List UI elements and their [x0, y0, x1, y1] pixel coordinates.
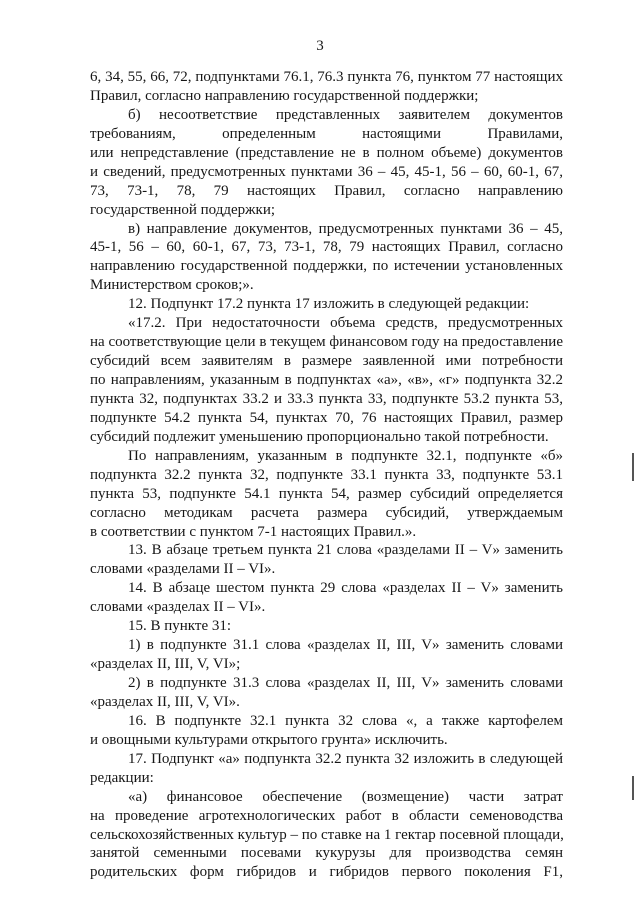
text-line: «а) финансовое обеспечение (возмещение) части затрат: [128, 788, 563, 805]
text-line: на проведение агротехнологических работ в области семеноводства: [90, 807, 563, 824]
text-line: субсидий подлежит уменьшению пропорционально такой потребности.: [90, 428, 549, 445]
document-body: [90, 68, 563, 882]
text-line: пункта 53, подпункте 54.1 пункта 54, размер субсидий определяется: [90, 485, 563, 502]
text-line: «разделах II, III, V, VI»;: [90, 656, 241, 673]
text-line: или непредставление (представление не в полном объеме) документов: [90, 144, 563, 161]
scan-margin-mark: [632, 776, 634, 800]
text-line: на соответствующие цели в текущем финансовом году на предоставление: [90, 334, 563, 351]
text-line: 17. Подпункт «а» подпункта 32.2 пункта 32 изложить в следующей: [128, 750, 563, 767]
text-line: 15. В пункте 31:: [128, 618, 232, 635]
text-line: б) несоответствие представленных заявителем документов: [128, 106, 563, 123]
text-line: 45-1, 56 – 60, 60-1, 67, 73, 73-1, 78, 79 настоящих Правил, согласно: [90, 239, 563, 256]
text-line: «17.2. При недостаточности объема средств, предусмотренных: [128, 315, 563, 332]
text-line: Министерством сроков;».: [90, 277, 254, 294]
text-line: родительских форм гибридов и гибридов первого поколения F1,: [90, 864, 563, 881]
text-line: редакции:: [90, 769, 154, 786]
text-line: направлению государственной поддержки, по истечении установленных: [90, 258, 563, 275]
text-line: Правил, согласно направлению государственной поддержки;: [90, 87, 479, 104]
text-line: 1) в подпункте 31.1 слова «разделах II, III, V» заменить словами: [128, 637, 563, 654]
text-line: сельскохозяйственных культур – по ставке на 1 гектар посевной площади,: [90, 826, 564, 843]
text-line: пункта 32, подпунктах 33.2 и 33.3 пункта 33, подпункте 53.2 пункта 53,: [90, 390, 563, 407]
text-line: 14. В абзаце шестом пункта 29 слова «разделах II – V» заменить: [128, 580, 563, 597]
text-line: субсидий всем заявителям в размере заявленной ими потребности: [90, 353, 563, 370]
text-line: в) направление документов, предусмотренных пунктами 36 – 45,: [128, 220, 563, 237]
text-line: требованиям, определенным настоящими Правилами,: [90, 125, 563, 142]
text-line: 16. В подпункте 32.1 пункта 32 слова «, а также картофелем: [128, 712, 563, 729]
text-line: По направлениям, указанным в подпункте 32.1, подпункте «б»: [128, 447, 563, 464]
text-line: словами «разделами II – VI».: [90, 561, 276, 578]
text-line: согласно методикам расчета размера субсидий, утверждаемым: [90, 504, 563, 521]
text-line: подпункта 32.2 пункта 32, подпункте 33.1 пункта 33, подпункте 53.1: [90, 466, 563, 483]
text-line: 2) в подпункте 31.3 слова «разделах II, III, V» заменить словами: [128, 675, 563, 691]
text-line: 12. Подпункт 17.2 пункта 17 изложить в следующей редакции:: [128, 296, 530, 313]
text-line: 73, 73-1, 78, 79 настоящих Правил, согласно направлению: [90, 182, 563, 199]
text-line: «разделах II, III, V, VI».: [90, 693, 240, 710]
text-line: словами «разделах II – VI».: [90, 599, 266, 616]
text-line: подпункте 54.2 пункта 54, пунктах 70, 76 настоящих Правил, размер: [90, 409, 563, 426]
text-line: 6, 34, 55, 66, 72, подпунктами 76.1, 76.3 пункта 76, пунктом 77 настоящих: [90, 69, 563, 85]
text-line: по направлениям, указанным в подпунктах «а», «в», «г» подпункта 32.2: [90, 372, 563, 388]
scan-margin-mark: [632, 453, 634, 481]
text-line: государственной поддержки;: [90, 201, 276, 218]
text-line: в соответствии с пунктом 7-1 настоящих Правил.».: [90, 523, 417, 540]
text-line: занятой семенными посевами кукурузы для производства семян: [90, 845, 563, 862]
text-line: и овощными культурами открытого грунта» исключить.: [90, 731, 448, 748]
page-number: 3: [316, 38, 324, 54]
text-line: и сведений, предусмотренных пунктами 36 – 45, 45-1, 56 – 60, 60-1, 67,: [90, 163, 563, 180]
text-line: 13. В абзаце третьем пункта 21 слова «разделами II – V» заменить: [128, 542, 563, 559]
